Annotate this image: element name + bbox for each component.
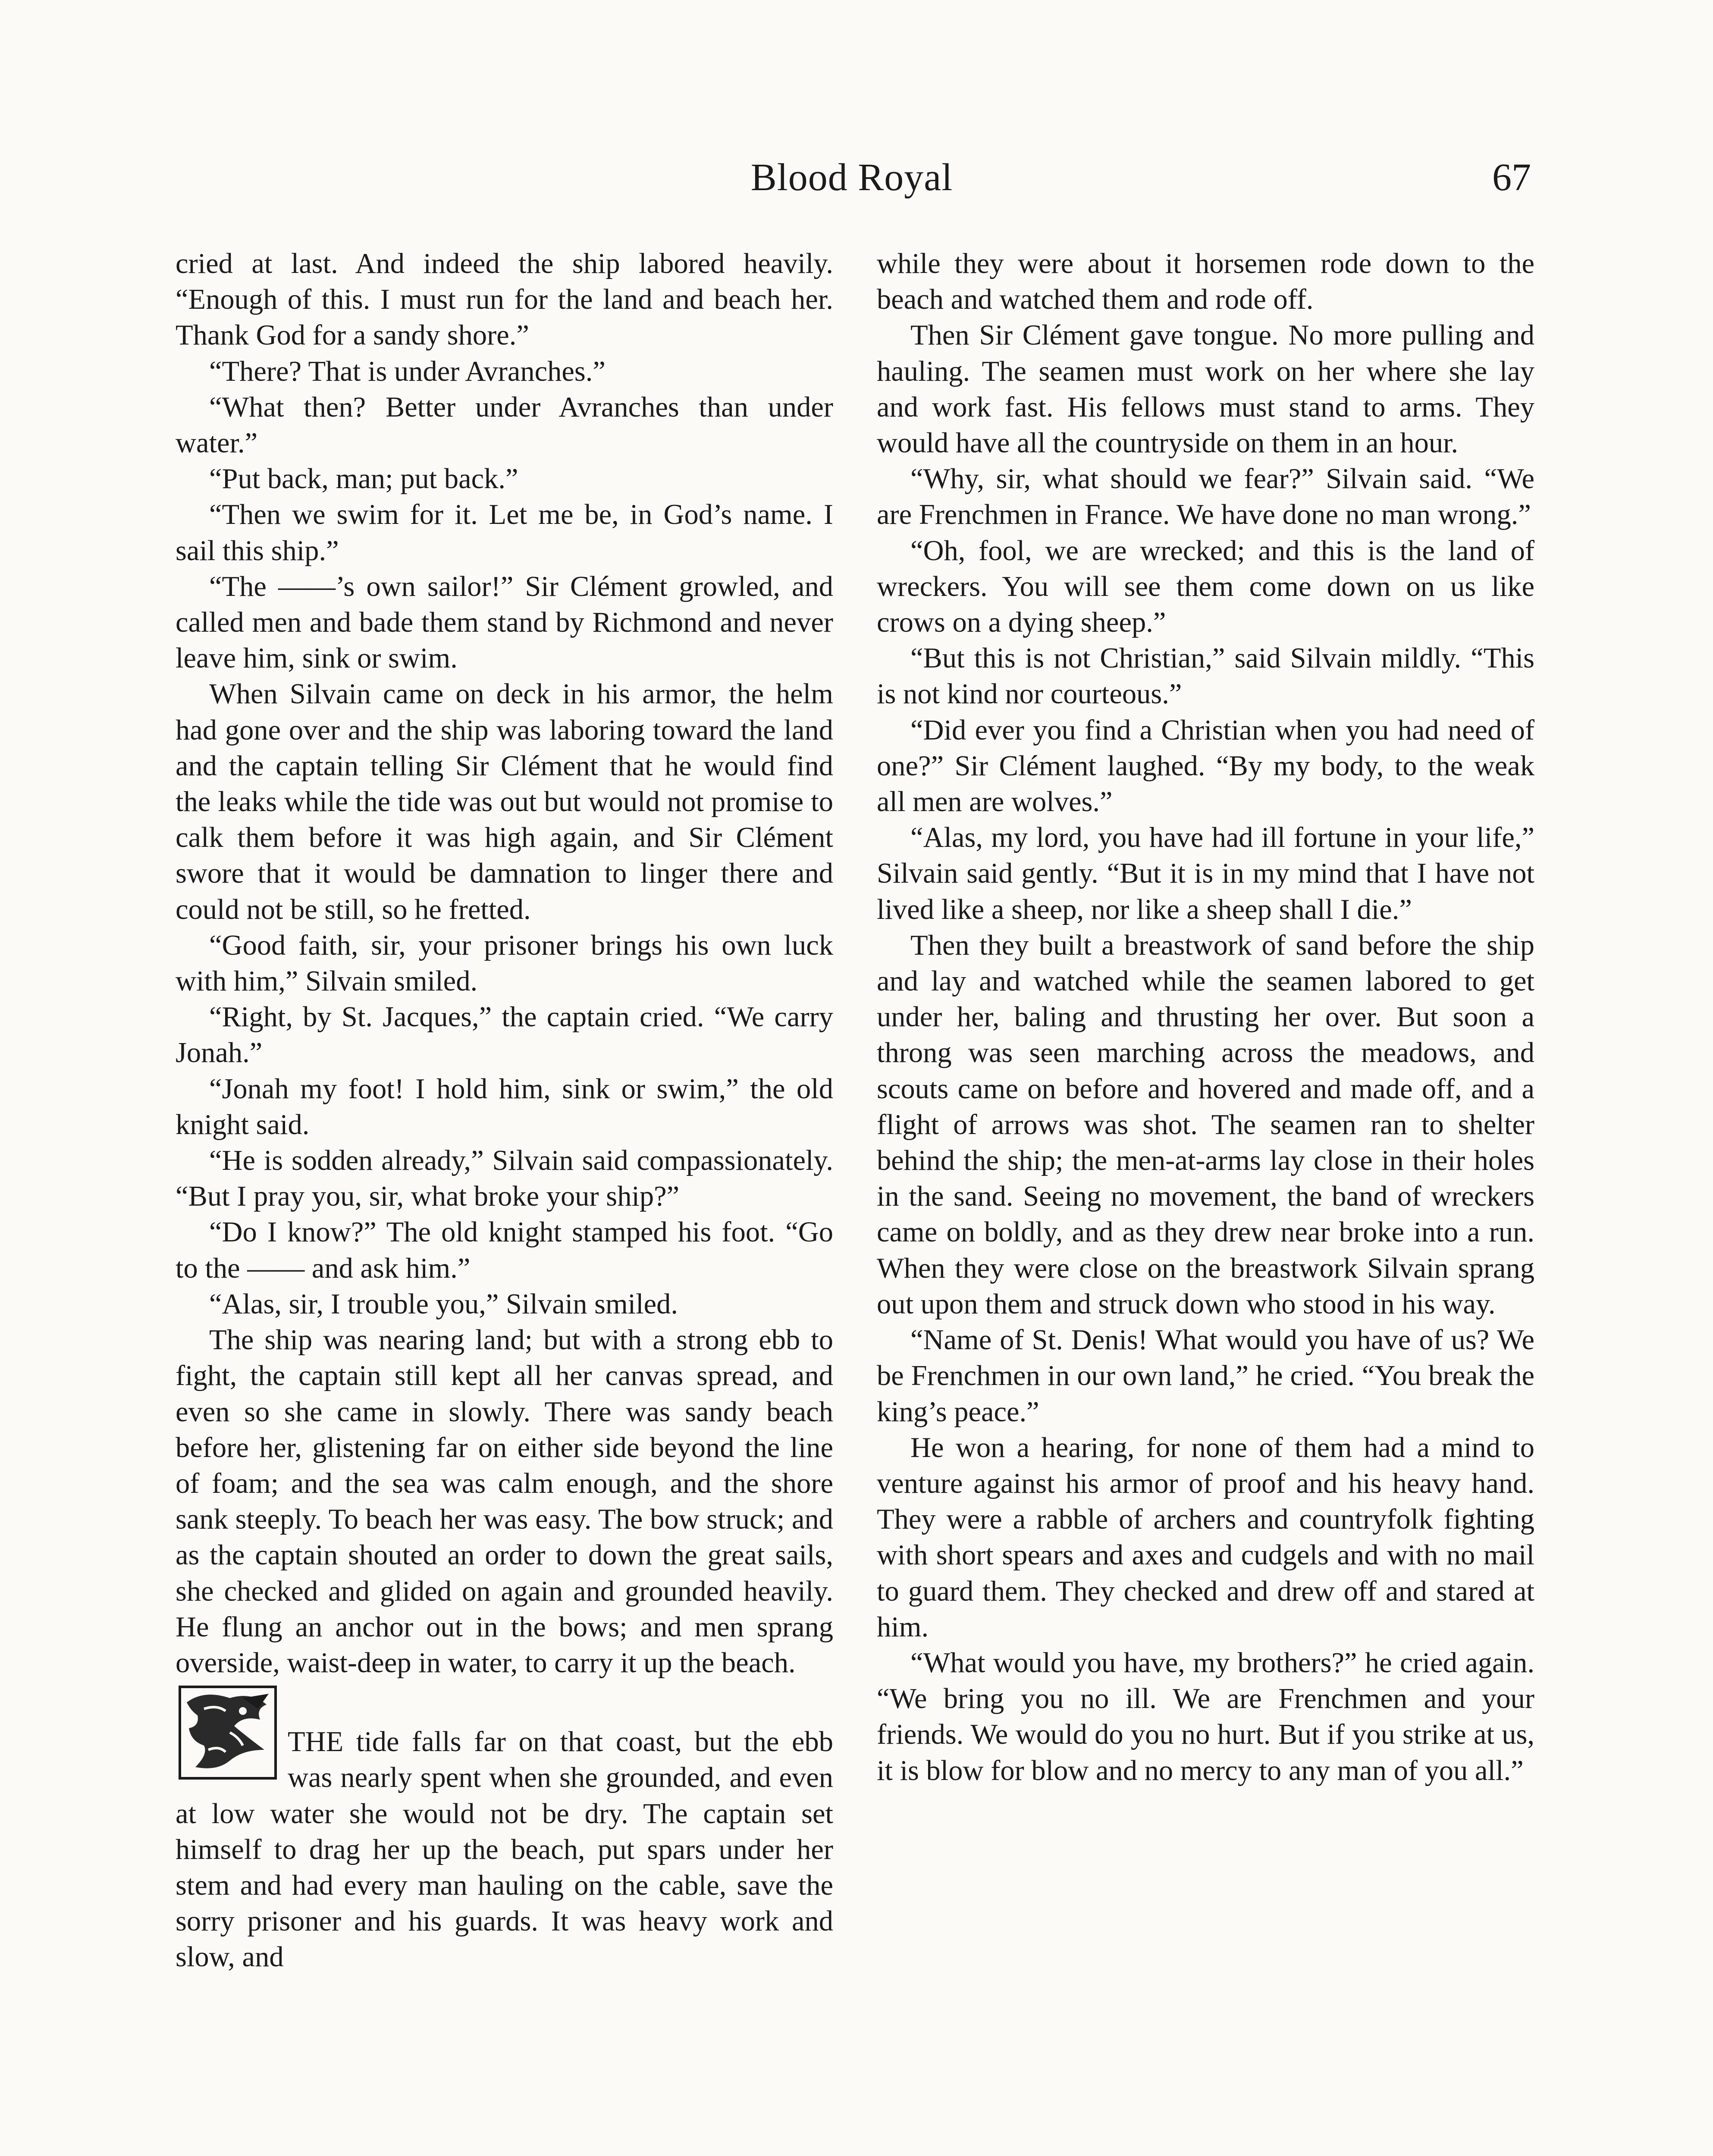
paragraph: The ship was nearing land; but with a strong ebb to fight, the captain still kept all her canvas spread, and even so she came in slowly. There was sandy beach before her, glistening far on either side beyond the line of foam; and the sea was calm enough, and the shore sank steeply. To beach her was easy. The bow struck; and as the captain shouted an order to down the great sails, she checked and glided on again and grounded heavily. He flung an anchor out in the bows; and men sprang overside, waist-deep in water, to carry it up the beach.	[176, 1324, 833, 1679]
paragraph: “The ——’s own sailor!” Sir Clément growled, and called men and bade them stand by Richmond and never leave him, sink or swim.	[176, 570, 833, 674]
paragraph: “He is sodden already,” Silvain said compassionately. “But I pray you, sir, what broke your ship?”	[176, 1145, 833, 1213]
paragraph: Then Sir Clément gave tongue. No more pulling and hauling. The seamen must work on her where she lay and work fast. His fellows must stand to arms. They would have all the countryside on them in an hour.	[877, 320, 1534, 459]
page-number: 67	[1492, 156, 1531, 199]
section-start-paragraph: THE tide falls far on that coast, but the ebb was nearly spent when she grounded, and even at low water she would not be dry. The captain set himself to drag her up the beach, put spars under her stem and had every man hauling on the cable, save the sorry prisoner and his guards. It was heavy work and slow, and	[176, 1726, 833, 1973]
right-column	[877, 246, 1534, 1789]
paragraph: “There? That is under Avranches.”	[209, 355, 606, 387]
paragraph: cried at last. And indeed the ship labored heavily. “Enough of this. I must run for the land and beach her. Thank God for a sandy shore.”	[176, 248, 833, 351]
paragraph: “Did ever you find a Christian when you had need of one?” Sir Clément laughed. “By my body, to the weak all men are wolves.”	[877, 714, 1534, 818]
running-header	[173, 155, 1531, 207]
paragraph: “Alas, my lord, you have had ill fortune in your life,” Silvain said gently. “But it is in my mind that I have not lived like a sheep, nor like a sheep shall I die.”	[877, 822, 1534, 925]
decorative-initial-icon	[178, 1685, 277, 1780]
left-column	[176, 246, 833, 1975]
paragraph: “Name of St. Denis! What would you have of us? We be Frenchmen in our own land,” he cried. “You break the king’s peace.”	[877, 1324, 1534, 1428]
paragraph: “What would you have, my brothers?” he cried again. “We bring you no ill. We are Frenchmen and your friends. We would do you no hurt. But if you strike at us, it is blow for blow and no mercy to any man of you all.”	[877, 1647, 1534, 1786]
paragraph: “Jonah my foot! I hold him, sink or swim,” the old knight said.	[176, 1073, 833, 1141]
paragraph: “Right, by St. Jacques,” the captain cried. “We carry Jonah.”	[176, 1001, 833, 1069]
paragraph: while they were about it horsemen rode down to the beach and watched them and rode off.	[877, 248, 1534, 316]
paragraph: “What then? Better under Avranches than under water.”	[176, 391, 833, 459]
paragraph: “Oh, fool, we are wrecked; and this is the land of wreckers. You will see them come down on us like crows on a dying sheep.”	[877, 535, 1534, 639]
paragraph: “Do I know?” The old knight stamped his foot. “Go to the —— and ask him.”	[176, 1216, 833, 1284]
paragraph: “Put back, man; put back.”	[209, 463, 518, 495]
paragraph: Then they built a breastwork of sand before the ship and lay and watched while the seamen labored to get under her, baling and thrusting her over. But soon a throng was seen marching across the meadows, and scouts came on before and hovered and made off, and a flight of arrows was shot. The seamen ran to shelter behind the ship; the men-at-arms lay close in their holes in the sand. Seeing no movement, the band of wreckers came on boldly, and as they drew near broke into a run. When they were close on the breastwork Silvain sprang out upon them and struck down who stood in his way.	[877, 929, 1534, 1320]
paragraph: He won a hearing, for none of them had a mind to venture against his armor of proof and his heavy hand. They were a rabble of archers and countryfolk fighting with short spears and axes and cudgels and with no mail to guard them. They checked and drew off and stared at him.	[877, 1432, 1534, 1643]
running-title: Blood Royal	[750, 156, 953, 199]
paragraph: “Alas, sir, I trouble you,” Silvain smiled.	[209, 1288, 678, 1320]
paragraph: “Good faith, sir, your prisoner brings his own luck with him,” Silvain smiled.	[176, 929, 833, 997]
paragraph: “Why, sir, what should we fear?” Silvain said. “We are Frenchmen in France. We have done no man wrong.”	[877, 463, 1534, 531]
paragraph: “But this is not Christian,” said Silvain mildly. “This is not kind nor courteous.”	[877, 642, 1534, 710]
paragraph: “Then we swim for it. Let me be, in God’s name. I sail this ship.”	[176, 499, 833, 567]
paragraph: When Silvain came on deck in his armor, the helm had gone over and the ship was laboring toward the land and the captain telling Sir Clément that he would find the leaks while the tide was out but would not promise to calk them before it was high again, and Sir Clément swore that it would be damnation to linger there and could not be still, so he fretted.	[176, 678, 833, 925]
